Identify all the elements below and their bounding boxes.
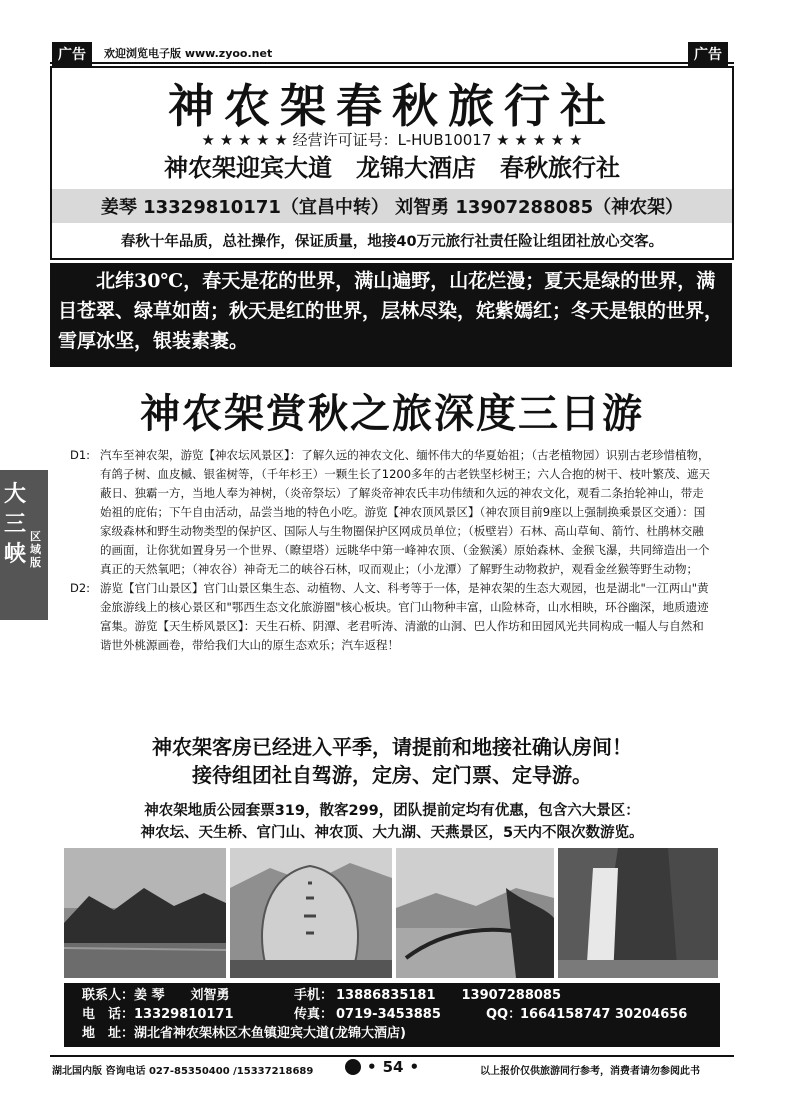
- notice: [50, 733, 734, 789]
- lake-mountain-photo: [64, 848, 226, 978]
- qq-label: QQ：: [486, 1007, 522, 1022]
- page-dot-right: •: [409, 1058, 420, 1076]
- notice-line-2: 接待组团社自驾游，定房、定门票、定导游。: [192, 763, 592, 787]
- day-1-text: 汽车至神农架，游览【神农坛风景区】：了解久远的神农文化、缅怀伟大的华夏始祖；（古老植物园）识别古老珍惜植物，有鸽子树、血皮槭、银雀树等，（千年杉王）一颗生长了1200多年的古老铁坚杉树王；六人合抱的树干、枝叶繁茂、遮天蔽日、独霸一方，当地人奉为神树，（炎帝祭坛）了解炎帝神农氏丰功伟绩和久远的神农文化，观看二条抬轮神山，带走始祖的庇佑；下午自由活动，品尝当地的特色小吃。游览【神农顶风景区】（神农顶目前9座以上强制换乘景区交通）：国家级森林和野生动物类型的保护区、国际人与生物圈保护区网成员单位；（板壁岩）石林、高山草甸、箭竹、杜鹃林交融的画面，让你犹如置身另一个世界、（瞭望塔）远眺华中第一峰神农顶、（金猴溪）原始森林、金猴飞瀑，共同缔造出一个真正的天然氧吧；（神农谷）神奇无二的峡谷石林，叹而观止；（小龙潭）了解野生动物救护，观看金丝猴等野生动物；: [100, 448, 711, 576]
- site-text[interactable]: 欢迎浏览电子版 www.zyoo.net: [104, 47, 273, 60]
- contact-row-2: [82, 1005, 712, 1024]
- day-1-label: D1:: [70, 448, 91, 462]
- notice-line-1: 神农架客房已经进入平季，请提前和地接社确认房间！: [152, 735, 632, 759]
- page-number-block: [345, 1058, 419, 1076]
- side-tab-subtitle: 区域版: [30, 530, 41, 569]
- promise-line: 春秋十年品质，总社操作，保证质量，地接40万元旅行社责任险让组团社放心交客。: [120, 234, 664, 250]
- ad-tag-left: 广告: [52, 42, 92, 66]
- day-1: [70, 446, 710, 579]
- header-rule: [50, 62, 734, 64]
- page-dot-left: •: [367, 1058, 377, 1076]
- footer-right: 以上报价仅供旅游同行参考，消费者请勿参阅此书: [480, 1066, 700, 1077]
- bridge-image: [396, 848, 554, 978]
- ticket-info: [50, 800, 734, 844]
- contact-row-3: [82, 1024, 712, 1043]
- waterfall-image: [558, 848, 718, 978]
- stone-image: [230, 848, 392, 978]
- agency-name: 神农架春秋旅行社: [168, 79, 616, 133]
- ad-tag-right: 广告: [688, 42, 728, 66]
- contact-label: 联系人：: [82, 988, 135, 1003]
- waterfall-photo: [558, 848, 718, 978]
- license-line: ★ ★ ★ ★ ★ 经营许可证号：L-HUB10017 ★ ★ ★ ★ ★: [201, 131, 583, 149]
- season-intro: 北纬30℃，春天是花的世界，满山遍野，山花烂漫；夏天是绿的世界，满目苍翠、绿草如茵；秋天是红的世界，层林尽染，姹紫嫣红；冬天是银的世界，雪厚冰坚，银装素裹。: [58, 270, 724, 352]
- address-line: 神农架迎宾大道 龙锦大酒店 春秋旅行社: [164, 154, 620, 182]
- lake-mountain-image: [64, 848, 226, 978]
- phone-label: 电 话：: [82, 1007, 135, 1022]
- day-2-label: D2:: [70, 581, 91, 595]
- footer-left: 湖北国内版 咨询电话 027-85350400 /15337218689: [52, 1066, 314, 1077]
- day-2-text: 游览【官门山景区】官门山景区集生态、动植物、人文、科考等于一体，是神农架的生态大观园，也是湖北"一江两山"黄金旅游线上的核心景区和"鄂西生态文化旅游圈"核心板块。官门山物种丰富，山险林奇，山水相映，环谷幽深，地质遗迹富集。游览【天生桥风景区】：天生石桥、阴潭、老君听涛、清澈的山洞、巴人作坊和田园风光共同构成一幅人与自然和谐世外桃源画卷，带给我们大山的原生态欢乐；汽车返程！: [100, 581, 709, 652]
- contacts-line: 姜琴 13329810171（宜昌中转） 刘智勇 13907288085（神农架）: [100, 197, 684, 218]
- contact-value: 姜 琴 刘智勇: [134, 988, 230, 1003]
- bridge-lake-photo: [396, 848, 554, 978]
- tour-title: 神农架赏秋之旅深度三日游: [140, 391, 644, 437]
- qq-value: 1664158747 30204656: [520, 1007, 688, 1022]
- contact-info: [82, 986, 712, 1043]
- fax-label: 传真：: [294, 1007, 334, 1022]
- footer-rule: [50, 1055, 734, 1057]
- side-tab: [0, 470, 48, 620]
- page-badge-icon: [345, 1059, 361, 1075]
- contact-row-1: [82, 986, 712, 1005]
- day-2: [70, 579, 710, 655]
- page-number: 54: [382, 1058, 404, 1076]
- shennongding-stone-photo: [230, 848, 392, 978]
- address-label: 地 址：: [82, 1026, 135, 1041]
- mobile-value: 13886835181 13907288085: [336, 988, 561, 1003]
- itinerary: [70, 446, 710, 655]
- address-value: 湖北省神农架林区木鱼镇迎宾大道(龙锦大酒店): [134, 1026, 406, 1041]
- ticket-line-1: 神农架地质公园套票319，散客299，团队提前定均有优惠，包含六大景区：: [144, 803, 640, 819]
- phone-value: 13329810171: [134, 1007, 234, 1022]
- mobile-label: 手机：: [294, 988, 334, 1003]
- side-tab-title: 大三峡: [4, 482, 27, 567]
- ticket-line-2: 神农坛、天生桥、官门山、神农顶、大九湖、天燕景区，5天内不限次数游览。: [140, 825, 644, 841]
- fax-value: 0719-3453885: [336, 1007, 441, 1022]
